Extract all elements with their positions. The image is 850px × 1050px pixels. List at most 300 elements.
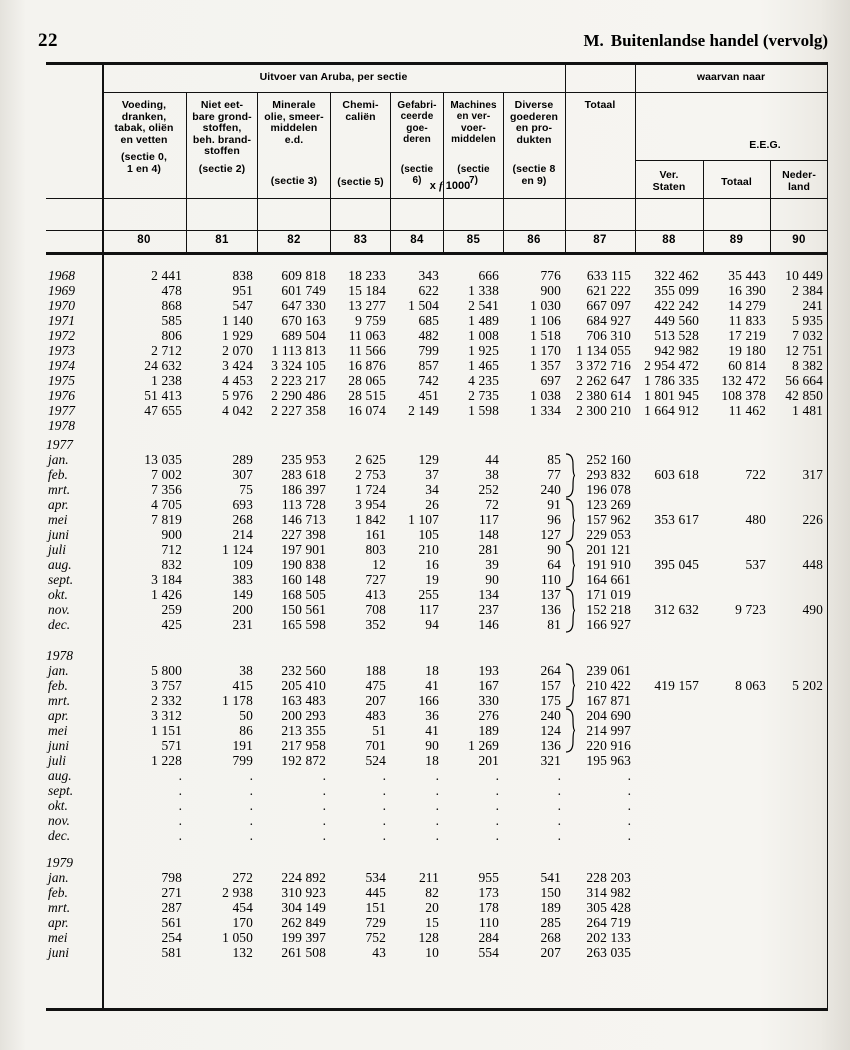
unit-value: 1000 bbox=[445, 180, 471, 192]
table-cell: 51 bbox=[372, 723, 386, 738]
table-cell: . bbox=[382, 798, 386, 813]
table-cell: 44 bbox=[485, 452, 499, 467]
table-cell: . bbox=[249, 813, 253, 828]
row-label: aug. bbox=[48, 768, 72, 783]
row-label: jan. bbox=[48, 452, 69, 467]
table-cell: 146 713 bbox=[281, 512, 326, 527]
table-cell: . bbox=[178, 798, 182, 813]
row-label: mei bbox=[48, 723, 68, 738]
table-cell: 10 bbox=[425, 945, 439, 960]
table-cell: 11 566 bbox=[348, 343, 386, 358]
table-cell: 235 953 bbox=[281, 452, 326, 467]
col-header-80 bbox=[104, 100, 184, 176]
table-cell: 149 bbox=[232, 587, 253, 602]
col-header-81 bbox=[188, 100, 256, 176]
table-cell: 207 bbox=[540, 945, 561, 960]
table-cell: 12 bbox=[372, 557, 386, 572]
table-cell: 160 148 bbox=[281, 572, 326, 587]
table-cell: 3 372 716 bbox=[576, 358, 631, 373]
table-cell: 128 bbox=[418, 930, 439, 945]
table-cell: 226 bbox=[802, 512, 823, 527]
table-cell: 666 bbox=[478, 268, 499, 283]
col-header-85 bbox=[445, 100, 502, 186]
table-cell: 28 515 bbox=[348, 388, 386, 403]
table-cell: 5 800 bbox=[151, 663, 182, 678]
table-cell: 1 124 bbox=[222, 542, 253, 557]
table-cell: 524 bbox=[365, 753, 386, 768]
table-cell: 18 233 bbox=[348, 268, 386, 283]
table-cell: 191 bbox=[232, 738, 253, 753]
table-cell: 24 632 bbox=[144, 358, 182, 373]
table-cell: . bbox=[322, 768, 326, 783]
table-cell: 17 219 bbox=[728, 328, 766, 343]
table-cell: 196 078 bbox=[586, 482, 631, 497]
table-cell: 36 bbox=[425, 708, 439, 723]
table-cell: 272 bbox=[232, 870, 253, 885]
table-cell: 199 397 bbox=[281, 930, 326, 945]
table-cell: 165 598 bbox=[281, 617, 326, 632]
table-cell: . bbox=[249, 828, 253, 843]
table-cell: 20 bbox=[425, 900, 439, 915]
row-label: nov. bbox=[48, 602, 70, 617]
table-cell: 210 bbox=[418, 542, 439, 557]
table-cell: . bbox=[382, 768, 386, 783]
col-title-85: Machines en ver- voer- middelen bbox=[450, 100, 497, 146]
statistics-table bbox=[46, 62, 828, 1012]
row-label: juni bbox=[48, 738, 70, 753]
table-cell: 1 178 bbox=[222, 693, 253, 708]
table-cell: 214 997 bbox=[586, 723, 631, 738]
table-cell: 4 042 bbox=[222, 403, 253, 418]
table-cell: 480 bbox=[745, 512, 766, 527]
colnum-83: 83 bbox=[353, 234, 368, 246]
table-cell: 1 426 bbox=[151, 587, 182, 602]
table-cell: 81 bbox=[547, 617, 561, 632]
row-label: mei bbox=[48, 512, 68, 527]
col-sep-82 bbox=[330, 92, 331, 252]
table-cell: . bbox=[495, 768, 499, 783]
table-cell: 210 422 bbox=[586, 678, 631, 693]
table-cell: 11 462 bbox=[728, 403, 766, 418]
table-cell: 113 728 bbox=[281, 497, 326, 512]
table-cell: 188 bbox=[365, 663, 386, 678]
table-cell: 268 bbox=[540, 930, 561, 945]
table-cell: 261 508 bbox=[281, 945, 326, 960]
row-label: juli bbox=[48, 753, 67, 768]
col-title-87: Totaal bbox=[584, 99, 616, 111]
row-label: juni bbox=[48, 945, 70, 960]
col-sep-87 bbox=[635, 65, 636, 252]
table-cell: 110 bbox=[478, 915, 499, 930]
table-cell: 28 065 bbox=[348, 373, 386, 388]
table-cell: 10 449 bbox=[785, 268, 823, 283]
running-head bbox=[38, 30, 828, 56]
row-label: 1977 bbox=[48, 403, 75, 418]
table-cell: 413 bbox=[365, 587, 386, 602]
table-cell: 451 bbox=[418, 388, 439, 403]
table-cell: 697 bbox=[540, 373, 561, 388]
table-cell: 547 bbox=[232, 298, 253, 313]
table-cell: 16 390 bbox=[728, 283, 766, 298]
table-cell: 11 833 bbox=[728, 313, 766, 328]
table-cell: 3 184 bbox=[151, 572, 182, 587]
grouping-brace bbox=[565, 588, 576, 633]
table-cell: . bbox=[322, 813, 326, 828]
table-cell: . bbox=[322, 828, 326, 843]
table-cell: 167 bbox=[478, 678, 499, 693]
group-title: Uitvoer van Aruba, per sectie bbox=[259, 71, 408, 83]
unit-prefix: x bbox=[429, 180, 436, 192]
table-cell: 16 bbox=[425, 557, 439, 572]
table-cell: . bbox=[435, 798, 439, 813]
table-cell: . bbox=[382, 813, 386, 828]
table-cell: 148 bbox=[478, 527, 499, 542]
table-cell: . bbox=[557, 813, 561, 828]
row-label: 1969 bbox=[48, 283, 75, 298]
table-cell: 7 032 bbox=[792, 328, 823, 343]
table-cell: 50 bbox=[239, 708, 253, 723]
table-cell: . bbox=[495, 813, 499, 828]
table-cell: 90 bbox=[425, 738, 439, 753]
table-cell: . bbox=[627, 783, 631, 798]
table-cell: 283 618 bbox=[281, 467, 326, 482]
col-title-81: Niet eet- bare grond- stoffen, beh. brand- stoffen bbox=[192, 99, 252, 158]
table-cell: 722 bbox=[745, 467, 766, 482]
table-cell: 3 757 bbox=[151, 678, 182, 693]
col-sep-84 bbox=[443, 92, 444, 252]
row-label: 1970 bbox=[48, 298, 75, 313]
table-cell: 304 149 bbox=[281, 900, 326, 915]
table-cell: 231 bbox=[232, 617, 253, 632]
table-cell: 689 504 bbox=[281, 328, 326, 343]
table-cell: 191 910 bbox=[586, 557, 631, 572]
col-header-82 bbox=[259, 100, 329, 188]
table-cell: 190 838 bbox=[281, 557, 326, 572]
row-label: okt. bbox=[48, 587, 68, 602]
table-cell: 287 bbox=[161, 900, 182, 915]
row-label: jan. bbox=[48, 663, 69, 678]
table-cell: 490 bbox=[802, 602, 823, 617]
row-label: aug. bbox=[48, 557, 72, 572]
table-cell: 132 bbox=[232, 945, 253, 960]
table-cell: 86 bbox=[239, 723, 253, 738]
table-cell: 5 935 bbox=[792, 313, 823, 328]
table-cell: 2 300 210 bbox=[576, 403, 631, 418]
table-cell: 5 202 bbox=[792, 678, 823, 693]
table-cell: 11 063 bbox=[348, 328, 386, 343]
table-cell: 2 712 bbox=[151, 343, 182, 358]
grouping-brace bbox=[565, 498, 576, 543]
table-cell: 585 bbox=[161, 313, 182, 328]
table-cell: 252 bbox=[478, 482, 499, 497]
table-cell: 186 397 bbox=[281, 482, 326, 497]
table-cell: 667 097 bbox=[586, 298, 631, 313]
col-title-84: Gefabri- ceerde goe- deren bbox=[397, 100, 437, 146]
table-cell: 41 bbox=[425, 678, 439, 693]
table-cell: 942 982 bbox=[654, 343, 699, 358]
table-cell: 75 bbox=[239, 482, 253, 497]
table-cell: 213 355 bbox=[281, 723, 326, 738]
table-cell: 2 541 bbox=[468, 298, 499, 313]
table-cell: 35 443 bbox=[728, 268, 766, 283]
table-cell: 262 849 bbox=[281, 915, 326, 930]
table-cell: 16 074 bbox=[348, 403, 386, 418]
row-label: dec. bbox=[48, 617, 71, 632]
table-cell: 312 632 bbox=[654, 602, 699, 617]
colnum-88: 88 bbox=[662, 234, 676, 246]
col-title-90: Neder- land bbox=[782, 169, 816, 193]
table-cell: . bbox=[178, 828, 182, 843]
table-cell: 1 338 bbox=[468, 283, 499, 298]
year-heading: 1978 bbox=[46, 648, 73, 663]
table-cell: 239 061 bbox=[586, 663, 631, 678]
table-cell: 1 786 335 bbox=[644, 373, 699, 388]
table-cell: . bbox=[435, 828, 439, 843]
table-cell: 708 bbox=[365, 602, 386, 617]
table-cell: 171 019 bbox=[586, 587, 631, 602]
table-cell: 483 bbox=[365, 708, 386, 723]
row-label: okt. bbox=[48, 798, 68, 813]
row-label: sept. bbox=[48, 783, 74, 798]
table-cell: 15 184 bbox=[348, 283, 386, 298]
table-cell: 157 bbox=[540, 678, 561, 693]
table-cell: 581 bbox=[161, 945, 182, 960]
col-title-83: Chemi- caliën bbox=[342, 99, 379, 123]
table-cell: 1 134 055 bbox=[576, 343, 631, 358]
table-cell: 534 bbox=[365, 870, 386, 885]
table-cell: 220 916 bbox=[586, 738, 631, 753]
table-cell: 1 489 bbox=[468, 313, 499, 328]
table-cell: 168 505 bbox=[281, 587, 326, 602]
table-cell: 701 bbox=[365, 738, 386, 753]
table-cell: 41 bbox=[425, 723, 439, 738]
table-cell: 276 bbox=[478, 708, 499, 723]
table-cell: 1 151 bbox=[151, 723, 182, 738]
table-cell: 419 157 bbox=[654, 678, 699, 693]
col-header-84 bbox=[392, 100, 442, 186]
table-cell: 129 bbox=[418, 452, 439, 467]
unit-symbol: f bbox=[438, 180, 443, 192]
table-cell: 2 149 bbox=[408, 403, 439, 418]
table-cell: 204 690 bbox=[586, 708, 631, 723]
table-cell: 38 bbox=[485, 467, 499, 482]
table-cell: 224 892 bbox=[281, 870, 326, 885]
table-cell: 252 160 bbox=[586, 452, 631, 467]
col-sep-89 bbox=[770, 160, 771, 252]
col-title-80: Voeding, dranken, tabak, oliën en vetten bbox=[114, 99, 174, 146]
table-cell: . bbox=[557, 828, 561, 843]
table-cell: 2 070 bbox=[222, 343, 253, 358]
table-cell: 1 481 bbox=[792, 403, 823, 418]
table-cell: . bbox=[178, 768, 182, 783]
table-cell: 2 625 bbox=[355, 452, 386, 467]
table-cell: 157 962 bbox=[586, 512, 631, 527]
row-label: mrt. bbox=[48, 693, 71, 708]
table-cell: 449 560 bbox=[654, 313, 699, 328]
table-cell: 706 310 bbox=[586, 328, 631, 343]
table-cell: 2 223 217 bbox=[271, 373, 326, 388]
table-cell: 134 bbox=[478, 587, 499, 602]
table-cell: 955 bbox=[478, 870, 499, 885]
eeg-rule bbox=[636, 160, 828, 161]
table-cell: 39 bbox=[485, 557, 499, 572]
table-cell: . bbox=[178, 813, 182, 828]
grouping-brace bbox=[565, 708, 576, 753]
table-cell: 2 753 bbox=[355, 467, 386, 482]
table-cell: . bbox=[627, 828, 631, 843]
table-cell: 322 462 bbox=[654, 268, 699, 283]
page-number: 22 bbox=[38, 30, 58, 51]
table-cell: 513 528 bbox=[654, 328, 699, 343]
table-cell: 137 bbox=[540, 587, 561, 602]
table-cell: 281 bbox=[478, 542, 499, 557]
table-cell: 647 330 bbox=[281, 298, 326, 313]
table-cell: 1 269 bbox=[468, 738, 499, 753]
table-cell: 305 428 bbox=[586, 900, 631, 915]
table-cell: 307 bbox=[232, 467, 253, 482]
table-cell: 13 035 bbox=[144, 452, 182, 467]
table-cell: 343 bbox=[418, 268, 439, 283]
table-cell: 227 398 bbox=[281, 527, 326, 542]
col-sep-86 bbox=[565, 65, 566, 252]
row-label: juli bbox=[48, 542, 67, 557]
table-cell: 4 705 bbox=[151, 497, 182, 512]
table-cell: 34 bbox=[425, 482, 439, 497]
table-cell: 475 bbox=[365, 678, 386, 693]
table-cell: 1 238 bbox=[151, 373, 182, 388]
table-cell: . bbox=[495, 798, 499, 813]
table-cell: . bbox=[557, 798, 561, 813]
col-sectie-86: (sectie 8 en 9) bbox=[512, 163, 556, 187]
table-cell: 1 008 bbox=[468, 328, 499, 343]
table-cell: 742 bbox=[418, 373, 439, 388]
table-cell: 1 357 bbox=[530, 358, 561, 373]
table-cell: 232 560 bbox=[281, 663, 326, 678]
table-cell: 478 bbox=[161, 283, 182, 298]
table-cell: 284 bbox=[478, 930, 499, 945]
table-cell: 633 115 bbox=[586, 268, 631, 283]
table-cell: 7 002 bbox=[151, 467, 182, 482]
table-cell: 60 814 bbox=[728, 358, 766, 373]
table-cell: 798 bbox=[161, 870, 182, 885]
table-cell: 2 380 614 bbox=[576, 388, 631, 403]
unit-note bbox=[390, 180, 510, 192]
table-cell: 8 382 bbox=[792, 358, 823, 373]
table-cell: . bbox=[382, 828, 386, 843]
table-cell: 205 410 bbox=[281, 678, 326, 693]
row-label: nov. bbox=[48, 813, 70, 828]
row-label: 1971 bbox=[48, 313, 75, 328]
table-cell: 9 759 bbox=[355, 313, 386, 328]
grouping-brace bbox=[565, 453, 576, 498]
table-cell: 163 483 bbox=[281, 693, 326, 708]
table-cell: 1 465 bbox=[468, 358, 499, 373]
table-cell: 310 923 bbox=[281, 885, 326, 900]
table-cell: . bbox=[382, 783, 386, 798]
table-cell: 727 bbox=[365, 572, 386, 587]
table-cell: 164 661 bbox=[586, 572, 631, 587]
table-cell: 192 872 bbox=[281, 753, 326, 768]
table-cell: 752 bbox=[365, 930, 386, 945]
row-label: feb. bbox=[48, 467, 68, 482]
table-cell: 167 871 bbox=[586, 693, 631, 708]
table-cell: 541 bbox=[540, 870, 561, 885]
table-cell: 109 bbox=[232, 557, 253, 572]
col-header-87 bbox=[567, 100, 633, 112]
table-cell: 124 bbox=[540, 723, 561, 738]
col-header-88 bbox=[637, 170, 701, 193]
col-sep-83 bbox=[390, 92, 391, 252]
table-cell: 15 bbox=[425, 915, 439, 930]
row-label: jan. bbox=[48, 870, 69, 885]
table-cell: 2 262 647 bbox=[576, 373, 631, 388]
table-cell: 571 bbox=[161, 738, 182, 753]
table-cell: 37 bbox=[425, 467, 439, 482]
table-cell: 161 bbox=[365, 527, 386, 542]
table-cell: 91 bbox=[547, 497, 561, 512]
table-cell: 1 801 945 bbox=[644, 388, 699, 403]
table-cell: 217 958 bbox=[281, 738, 326, 753]
table-cell: . bbox=[495, 828, 499, 843]
table-cell: 383 bbox=[232, 572, 253, 587]
table-cell: 1 170 bbox=[530, 343, 561, 358]
table-cell: 2 384 bbox=[792, 283, 823, 298]
colnum-80: 80 bbox=[137, 234, 151, 246]
table-cell: 799 bbox=[232, 753, 253, 768]
table-cell: 482 bbox=[418, 328, 439, 343]
row-label: juni bbox=[48, 527, 70, 542]
table-cell: 776 bbox=[540, 268, 561, 283]
table-cell: 4 235 bbox=[468, 373, 499, 388]
table-cell: 136 bbox=[540, 738, 561, 753]
table-cell: 42 850 bbox=[785, 388, 823, 403]
col-sectie-85: (sectie 7) bbox=[457, 163, 490, 187]
table-cell: 211 bbox=[418, 870, 439, 885]
table-cell: 1 504 bbox=[408, 298, 439, 313]
col-title-82: Minerale olie, smeer- middelen e.d. bbox=[264, 99, 324, 146]
eeg-title: E.E.G. bbox=[749, 139, 781, 151]
table-cell: 14 279 bbox=[728, 298, 766, 313]
table-cell: 1 598 bbox=[468, 403, 499, 418]
table-cell: 321 bbox=[540, 753, 561, 768]
table-cell: 259 bbox=[161, 602, 182, 617]
table-cell: 16 876 bbox=[348, 358, 386, 373]
row-label: mrt. bbox=[48, 482, 71, 497]
table-cell: 263 035 bbox=[586, 945, 631, 960]
table-cell: 1 050 bbox=[222, 930, 253, 945]
table-cell: 857 bbox=[418, 358, 439, 373]
table-cell: 197 901 bbox=[281, 542, 326, 557]
table-cell: 3 312 bbox=[151, 708, 182, 723]
table-cell: . bbox=[627, 768, 631, 783]
table-cell: 85 bbox=[547, 452, 561, 467]
table-cell: 1 228 bbox=[151, 753, 182, 768]
table-cell: 454 bbox=[232, 900, 253, 915]
table-cell: 900 bbox=[161, 527, 182, 542]
table-cell: 94 bbox=[425, 617, 439, 632]
table-cell: 2 735 bbox=[468, 388, 499, 403]
colnum-84: 84 bbox=[410, 234, 424, 246]
table-cell: 117 bbox=[478, 512, 499, 527]
table-cell: 201 121 bbox=[586, 542, 631, 557]
table-cell: . bbox=[435, 783, 439, 798]
table-cell: 900 bbox=[540, 283, 561, 298]
table-cell: 12 751 bbox=[785, 343, 823, 358]
table-cell: 621 222 bbox=[586, 283, 631, 298]
table-cell: 3 954 bbox=[355, 497, 386, 512]
colnum-85: 85 bbox=[466, 234, 481, 246]
table-cell: 38 bbox=[239, 663, 253, 678]
